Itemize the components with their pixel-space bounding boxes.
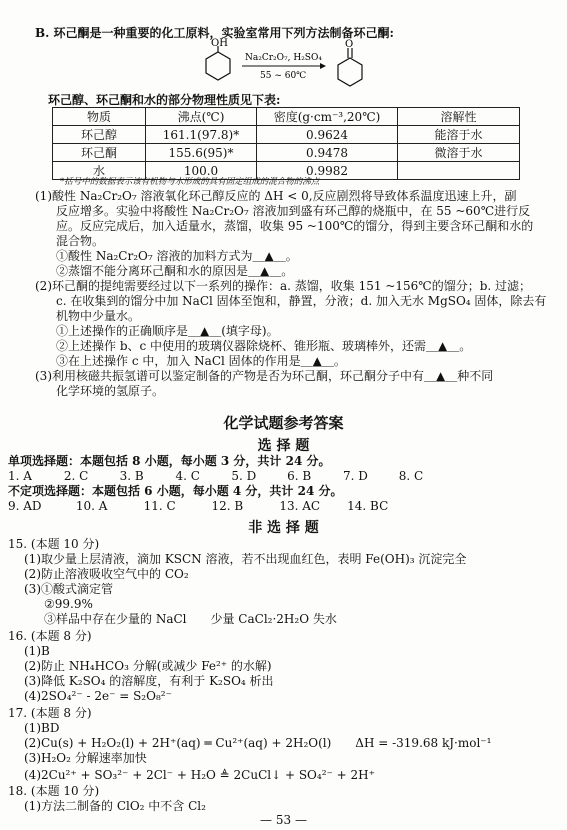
table-cell: 161.1(97.8)*: [146, 126, 257, 144]
answer-item: 12. B: [211, 499, 244, 513]
table-header: 溶解性: [398, 108, 520, 126]
table-cell: 环己醇: [53, 126, 146, 144]
q16-line: 16. (本题 8 分): [8, 629, 92, 643]
q16-line: (1)B: [24, 644, 50, 658]
table-row: [53, 144, 520, 162]
problem-line: ①上述操作的正确顺序是＿▲＿(填字母)。: [56, 324, 279, 338]
q18-line: (1)方法二制备的 ClO₂ 中不含 Cl₂: [24, 799, 206, 813]
table-cell: 100.0: [146, 162, 257, 180]
q16-line: (4)2SO₄²⁻ - 2e⁻ = S₂O₈²⁻: [24, 689, 172, 703]
q15-line: (3)①酸式滴定管: [24, 582, 113, 596]
table-cell: 155.6(95)*: [146, 144, 257, 162]
answer-item: 3. B: [119, 469, 144, 483]
answer-item: 11. C: [143, 499, 176, 513]
answer-item: 4. C: [175, 469, 200, 483]
answers-title: 化学试题参考答案: [223, 414, 344, 432]
answer-item: 9. AD: [8, 499, 42, 513]
reaction-reagents: Na₂Cr₂O₇, H₂SO₄: [245, 53, 322, 63]
q17-line: (3)H₂O₂ 分解速率加快: [24, 751, 147, 765]
q15-line: 15. (本题 10 分): [8, 537, 100, 551]
table-cell: 0.9982: [257, 162, 398, 180]
problem-line: ②上述操作 b、c 中使用的玻璃仪器除烧杯、锥形瓶、玻璃棒外，还需＿▲＿。: [56, 339, 472, 353]
problem-line: ②蒸馏不能分离环己酮和水的原因是＿▲＿。: [56, 264, 294, 278]
table-caption: 环己醇、环己酮和水的部分物理性质见下表:: [48, 93, 281, 107]
problem-line: 混合物。: [56, 234, 105, 248]
properties-table: [52, 107, 520, 180]
problem-line: (3)利用核磁共振氢谱可以鉴定制备的产物是否为环己酮，环己酮分子中有＿▲＿种不同: [35, 369, 494, 383]
single-choice-header: 单项选择题：本题包括 8 小题，每小题 3 分，共计 24 分。: [8, 454, 331, 468]
q16-line: (3)降低 K₂SO₄ 的溶解度，有利于 K₂SO₄ 析出: [24, 674, 274, 688]
problem-line: (1)酸性 Na₂Cr₂O₇ 溶液氧化环己醇反应的 ΔH < 0,反应剧烈将导致体系温度迅速上升，副: [35, 189, 517, 203]
multi-choice-answers: [8, 499, 411, 514]
table-header: 沸点(℃): [146, 108, 257, 126]
section-title-choice: 选 择 题: [257, 438, 310, 454]
answer-item: 2. C: [63, 469, 89, 483]
problem-line: 机物中少量水。: [56, 309, 141, 323]
q17-line: (2)Cu(s) + H₂O₂(l) + 2H⁺(aq) ═ Cu²⁺(aq) + 2H₂O(l) ΔH = -319.68 kJ·mol⁻¹: [24, 736, 492, 750]
table-cell: [398, 162, 520, 180]
answer-item: 8. C: [398, 469, 424, 483]
answer-item: 14. BC: [347, 499, 389, 513]
table-header: 物质: [53, 108, 146, 126]
problem-line: 化学环境的氢原子。: [56, 384, 165, 398]
q17-line: 17. (本题 8 分): [8, 706, 92, 720]
cyclohexanone-structure: [338, 39, 362, 86]
q15-line: (1)取少量上层清液，滴加 KSCN 溶液，若不出现血红色，表明 Fe(OH)₃ 沉淀完全: [24, 552, 467, 566]
reaction-scheme: [190, 38, 390, 90]
table-cell: 0.9478: [257, 144, 398, 162]
reaction-conditions: 55 ~ 60℃: [260, 71, 307, 81]
table-cell: 水: [53, 162, 146, 180]
problem-line: ①酸性 Na₂Cr₂O₇ 溶液的加料方式为＿▲＿。: [56, 249, 298, 263]
q15-line: ③样品中存在少量的 NaCl 少量 CaCl₂·2H₂O 失水: [44, 612, 337, 626]
q17-line: (1)BD: [24, 721, 60, 735]
reactant-label: OH: [211, 38, 228, 49]
answer-item: 13. AC: [279, 499, 321, 513]
answer-item: 10. A: [75, 499, 108, 513]
problem-line: c. 在收集到的馏分中加 NaCl 固体至饱和，静置，分液；d. 加入无水 MgSO₄ 固体，除去有: [56, 294, 547, 308]
single-choice-answers: [8, 469, 451, 484]
problem-line: ③在上述操作 c 中，加入 NaCl 固体的作用是＿▲＿。: [56, 354, 346, 368]
problem-line: 应。反应完成后，加入适量水，蒸馏，收集 95 ~100℃的馏分，得到主要含环己酮和水的: [56, 219, 534, 233]
table-cell: 环己酮: [53, 144, 146, 162]
q15-line: (2)防止溶液吸收空气中的 CO₂: [24, 567, 189, 581]
page-number: — 53 —: [260, 813, 307, 827]
q15-line: ②99.9%: [44, 597, 93, 611]
q17-line: (4)2Cu²⁺ + SO₃²⁻ + 2Cl⁻ + H₂O ≜ 2CuCl↓ + SO₄²⁻ + 2H⁺: [24, 768, 375, 782]
section-title-nonchoice: 非 选 择 题: [248, 520, 319, 536]
table-header-row: [53, 108, 520, 126]
answer-item: 5. D: [231, 469, 257, 483]
answer-item: 1. A: [8, 469, 32, 483]
answer-item: 6. B: [287, 469, 312, 483]
q18-line: 18. (本题 10 分): [8, 784, 100, 798]
q16-line: (2)防止 NH₄HCO₃ 分解(或减少 Fe²⁺ 的水解): [24, 659, 272, 673]
answer-item: 7. D: [342, 469, 368, 483]
table-row: [53, 126, 520, 144]
product-label: O: [345, 39, 354, 50]
problem-line: (2)环己酮的提纯需要经过以下一系列的操作：a. 蒸馏，收集 151 ~156℃的馏分；b. 过滤；: [35, 279, 532, 293]
table-cell: 能溶于水: [398, 126, 520, 144]
multi-choice-header: 不定项选择题：本题包括 6 小题，每小题 4 分，共计 24 分。: [8, 484, 343, 498]
table-header: 密度(g·cm⁻³,20℃): [257, 108, 398, 126]
cyclohexanol-structure: [206, 38, 230, 80]
problem-line: 反应增多。实验中将酸性 Na₂Cr₂O₇ 溶液加到盛有环己醇的烧瓶中，在 55 ~60℃进行反: [56, 204, 531, 218]
table-cell: 0.9624: [257, 126, 398, 144]
table-footnote: *括号中的数据表示该有机物与水形成的具有固定组成的混合物的沸点: [60, 177, 320, 187]
problem-intro: B. 环己酮是一种重要的化工原料，实验室常用下列方法制备环己酮:: [35, 26, 394, 40]
table-cell: 微溶于水: [398, 144, 520, 162]
